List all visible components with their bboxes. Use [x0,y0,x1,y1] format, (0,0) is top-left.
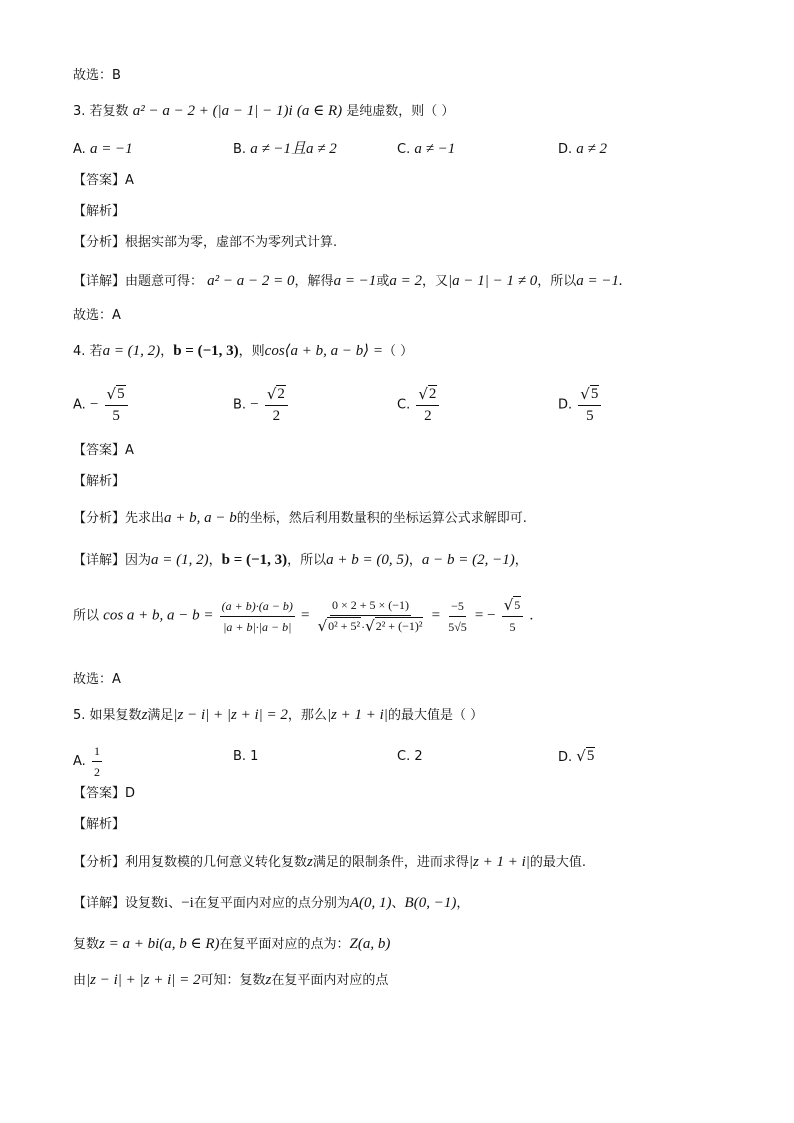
math-expression: a² − a − 2 + (|a − 1| − 1)i [132,103,293,119]
option-label: D. [558,397,573,413]
question-number: 4. [73,344,86,359]
fraction: √ 5 5 [502,596,524,636]
math-expression: −i [181,895,194,911]
option-label: A. [73,754,86,769]
detail-text: 设复数 [125,896,165,911]
math-expression: B(0, −1) [404,895,457,911]
body-text: 复数 [73,937,100,952]
detail-text: 由题意可得： [125,274,204,289]
analysis-text: 的坐标，然后利用数量积的坐标运算公式求解即可. [236,511,527,526]
option-value: B. 1 [233,749,259,764]
numerator: 1 [92,742,102,762]
numerator: 2 [277,386,285,402]
body-text: 在复平面对应的点为： [219,937,350,952]
detail-text: 在复平面内对应的点分别为 [193,896,350,911]
numerator: 5 [590,386,599,402]
fraction: √ 5 5 [105,385,128,425]
answer-line [73,171,134,191]
question-number: 3. [73,104,86,119]
option-value: a ≠ 2 [576,141,608,157]
fraction [446,597,469,636]
detail-tag: 【详解】 [73,553,126,568]
math-expression: cos⟨a + b, a − b⟩ = [264,343,383,359]
option-c [397,747,423,767]
detail-text: 、 [391,896,405,911]
detail-line [73,271,623,292]
detail-formula-line [73,596,533,636]
question-4 [73,341,413,362]
numerator: 2 [428,386,437,402]
option-a [73,385,130,425]
answer-choice-text: 故选：A [73,672,121,687]
math-expression: a = (1, 2) [151,552,209,568]
detail-line [73,893,469,914]
analysis-label: 【解析】 [73,817,126,832]
question-text: （ ） [382,344,414,359]
detail-text: ，又 [421,274,448,289]
answer-line [73,784,135,804]
numerator: 5 [117,386,125,402]
detail-tag: 【详解】 [73,274,126,289]
detail-text: 所以 [73,608,100,624]
body-text: 由 [73,973,87,988]
detail-text: ， [408,553,422,568]
math-expression: cos a + b, a − b = [103,607,214,624]
analysis-label: 【解析】 [73,474,126,489]
result-line [73,306,121,326]
analysis-text: 先求出 [125,511,165,526]
answer-choice-text: 故选：B [73,68,121,83]
math-variable: z [141,707,148,723]
math-expression: a = 2 [389,273,422,289]
detail-text: ，所以 [537,274,577,289]
option-c [397,385,441,425]
option-label: A. [73,142,86,157]
detail-text: ，解得 [294,274,334,289]
option-b [233,139,337,160]
option-label: D. [558,750,573,765]
detail-text: ，所以 [287,553,327,568]
analysis-text: 根据实部为零，虚部不为零列式计算. [125,235,338,250]
denominator: 2 [424,408,432,424]
detail-text: 因为 [125,553,152,568]
numerator: 5 [514,598,521,612]
analysis-tag: 【分析】 [73,511,126,526]
detail-text: ， [208,553,222,568]
denominator: |a + b|·|a − b| [223,619,292,634]
option-label: B. [233,142,247,157]
math-variable: z [307,854,313,870]
option-value: a ≠ −1 [414,141,456,157]
question-text: 若复数 [89,104,129,119]
analysis-text: 的最大值. [529,855,587,870]
math-expression: a² − a − 2 = 0 [207,273,295,289]
question-text: ，那么 [287,708,327,723]
option-label: D. [558,142,573,157]
detail-tag: 【详解】 [73,896,126,911]
result-line [73,670,121,690]
answer-line [73,441,134,461]
result-line-prev [73,66,121,86]
fraction: √ 2 2 [416,385,439,425]
equals-sign: = − [474,607,496,624]
analysis-tag: 【分析】 [73,855,126,870]
option-d [558,139,607,160]
question-number: 5. [73,708,86,723]
math-expression: |z − i| + |z + i| = 2 [86,972,201,988]
math-expression: |z + 1 + i| [468,854,530,870]
option-d: D. √ 5 [558,747,595,765]
analysis-heading [73,202,125,222]
question-3 [73,101,454,122]
fraction [92,742,102,781]
answer-label: 【答案】D [73,786,136,801]
period: . [529,607,534,624]
numerator: 0 × 2 + 5 × (−1) [330,596,411,616]
fraction: √ 5 5 [578,385,601,425]
option-a [73,742,104,781]
math-expression: a = −1 [333,273,377,289]
detail-text: 或 [376,274,390,289]
analysis-label: 【解析】 [73,204,126,219]
question-text: 满足 [147,708,174,723]
equals-sign: = [431,607,441,624]
math-expression: a = (1, 2) [102,343,161,359]
analysis-text: 利用复数模的几何意义转化复数 [125,855,308,870]
minus-sign: − [250,396,259,413]
analysis-line [73,508,527,529]
detail-line [73,550,528,571]
math-expression: z = a + bi(a, b ∈ R) [99,936,220,952]
numerator: (a + b)·(a − b) [220,597,295,617]
option-value: a ≠ −1且a ≠ 2 [250,141,337,157]
denominator: 5 [112,408,120,424]
denominator: 5 [586,408,594,424]
analysis-line [73,233,337,253]
analysis-line [73,852,586,873]
option-b [233,747,258,767]
denominator: 2 [93,765,100,779]
option-value: a = −1 [89,141,133,157]
math-expression: a + b, a − b [164,510,237,526]
question-text: ，则 [238,344,265,359]
answer-choice-text: 故选：A [73,308,121,323]
denominator: 2 [272,408,281,424]
question-text: 的最大值是（ ） [387,708,484,723]
option-c [397,139,455,160]
detail-text: 、 [168,896,182,911]
math-expression: |a − 1| − 1 ≠ 0 [447,273,538,289]
option-a [73,139,133,160]
math-expression: (a ∈ R) [296,103,343,119]
option-label: A. [73,397,86,413]
denominator: 5√5 [448,619,467,634]
denominator: √ 0² + 5² · √ 2² + (−1)² [317,617,423,635]
answer-label: 【答案】A [73,443,134,458]
math-expression: a = −1. [576,273,623,289]
question-text: 如果复数 [89,708,142,723]
denominator: 5 [509,620,516,634]
answer-label: 【答案】A [73,173,134,188]
question-text: 是纯虚数，则（ ） [346,104,455,119]
fraction: √ 2 2 [265,385,288,425]
math-expression: a − b = (2, −1) [421,552,515,568]
body-line [73,970,388,991]
body-text: 可知：复数 [200,973,266,988]
option-label: B. [233,397,247,413]
body-line [73,934,390,955]
question-text: 若 [89,344,103,359]
numerator: −5 [449,597,466,617]
fraction [220,597,295,636]
radicand: 0² + 5² [328,619,361,633]
radicand: 2² + (−1)² [375,619,423,633]
option-label: C. [397,142,411,157]
equals-sign: = [301,607,310,624]
math-expression: a + b = (0, 5) [326,552,409,568]
fraction [316,596,426,636]
math-variable: z [265,972,272,988]
option-d [558,385,603,425]
option-b [233,385,290,425]
analysis-heading [73,472,125,492]
math-expression: b = (−1, 3) [173,343,239,359]
analysis-heading [73,815,125,835]
detail-text: ， [456,896,470,911]
option-label: C. [397,397,411,413]
math-expression: |z + 1 + i| [326,707,388,723]
option-value: C. 2 [397,749,423,764]
math-expression: b = (−1, 3) [221,552,288,568]
minus-sign: − [89,396,99,413]
analysis-text: 满足的限制条件，进而求得 [312,855,469,870]
detail-text: ， [514,553,528,568]
option-value: 5 [586,748,595,764]
analysis-tag: 【分析】 [73,235,126,250]
question-5 [73,705,483,726]
body-text: 在复平面内对应的点 [271,973,389,988]
question-text: ， [160,344,174,359]
math-expression: Z(a, b) [349,936,391,952]
math-expression: A(0, 1) [349,895,392,911]
math-expression: |z − i| + |z + i| = 2 [173,707,288,723]
math-expression: i [164,895,169,911]
